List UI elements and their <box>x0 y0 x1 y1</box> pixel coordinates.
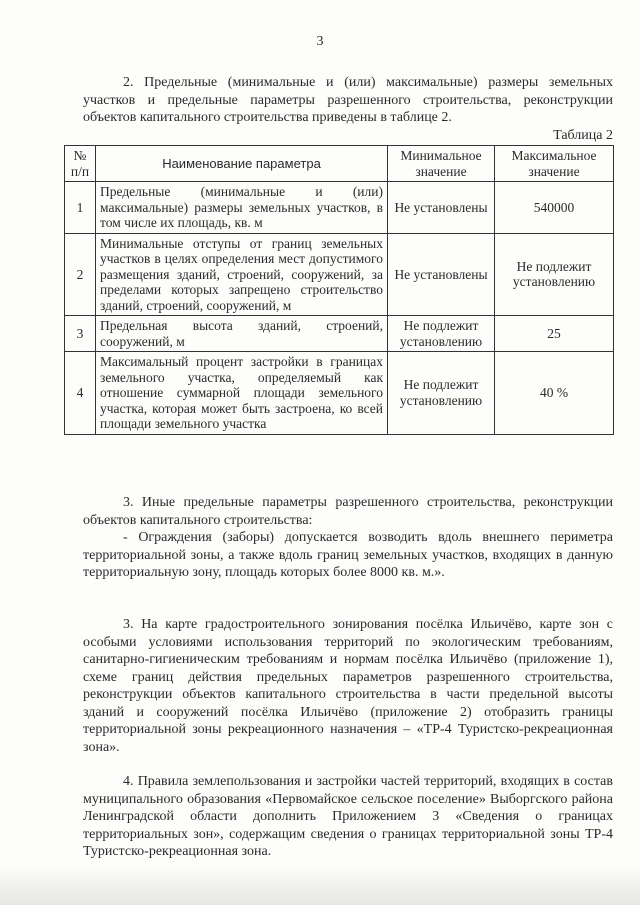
header-min: Минимальное значение <box>388 146 495 182</box>
row-min: Не подлежит установлению <box>388 316 495 352</box>
row-max: 540000 <box>495 182 614 234</box>
scan-shadow <box>0 865 640 905</box>
row-num: 1 <box>65 182 96 234</box>
row-name: Максимальный процент застройки в границах земельного участка, определяемый как отношение суммарной площади земельного участка, которая может быть застроена, ко всей площади земельного участка <box>96 352 388 435</box>
header-num: № п/п <box>65 146 96 182</box>
table-row <box>65 233 614 316</box>
paragraph-3-intro: 3. Иные предельные параметры разрешенного строительства, реконструкции объектов капитального строительства: <box>83 495 613 528</box>
row-num: 4 <box>65 352 96 435</box>
table-row <box>65 352 614 435</box>
parameters-table <box>64 145 614 435</box>
table-header-row <box>65 146 614 182</box>
row-name: Предельная высота зданий, строений, сооружений, м <box>96 316 388 352</box>
row-min: Не установлены <box>388 182 495 234</box>
header-max: Максимальное значение <box>495 146 614 182</box>
header-name: Наименование параметра <box>96 146 388 182</box>
row-min: Не подлежит установлению <box>388 352 495 435</box>
row-max: Не подлежит установлению <box>495 233 614 316</box>
page-number: 3 <box>316 34 324 49</box>
row-min: Не установлены <box>388 233 495 316</box>
row-name: Предельные (минимальные и (или) максимальные) размеры земельных участков, в том числе их площадь, кв. м <box>96 182 388 234</box>
table-row <box>65 182 614 234</box>
row-num: 3 <box>65 316 96 352</box>
paragraph-2: 2. Предельные (минимальные и (или) максимальные) размеры земельных участков и предельные параметры разрешенного строительства, реконструкции объектов капитального строительства приведены в таблице 2. <box>83 75 613 125</box>
table-caption: Таблица 2 <box>553 128 613 143</box>
paragraph-3-maps: 3. На карте градостроительного зонирования посёлка Ильичёво, карте зон с особыми условиями использования территорий по экологическим требованиям, санитарно-гигиеническим требованиям и нормам посёлка Ильичёво (приложение 1), схеме границ действия предельных параметров разрешенного строительства, реконструкции объектов капитального строительства в части предельной высоты зданий и сооружений посёлка Ильичёво (приложение 2) отобразить границы территориальной зоны рекреационного назначения – «ТР-4 Туристско-рекреационная зона». <box>83 617 613 755</box>
paragraph-4: 4. Правила землепользования и застройки частей территорий, входящих в состав муниципального образования «Первомайское сельское поселение» Выборгского района Ленинградской области дополнить Приложением 3 «Сведения о границах территориальных зон», содержащим сведения о границах территориальной зоны ТР-4 Туристско-рекреационная зона. <box>83 774 613 859</box>
table-row <box>65 316 614 352</box>
row-max: 40 % <box>495 352 614 435</box>
row-max: 25 <box>495 316 614 352</box>
row-name: Минимальные отступы от границ земельных участков в целях определения мест допустимого размещения зданий, строений, сооружений, за пределами которых запрещено строительство зданий, строений, сооружений, м <box>96 233 388 316</box>
paragraph-3-fences: - Ограждения (заборы) допускается возводить вдоль внешнего периметра территориальной зоны, а также вдоль границ земельных участков, входящих в данную территориальную зону, площадь которых более 8000 кв. м.». <box>83 530 613 580</box>
row-num: 2 <box>65 233 96 316</box>
